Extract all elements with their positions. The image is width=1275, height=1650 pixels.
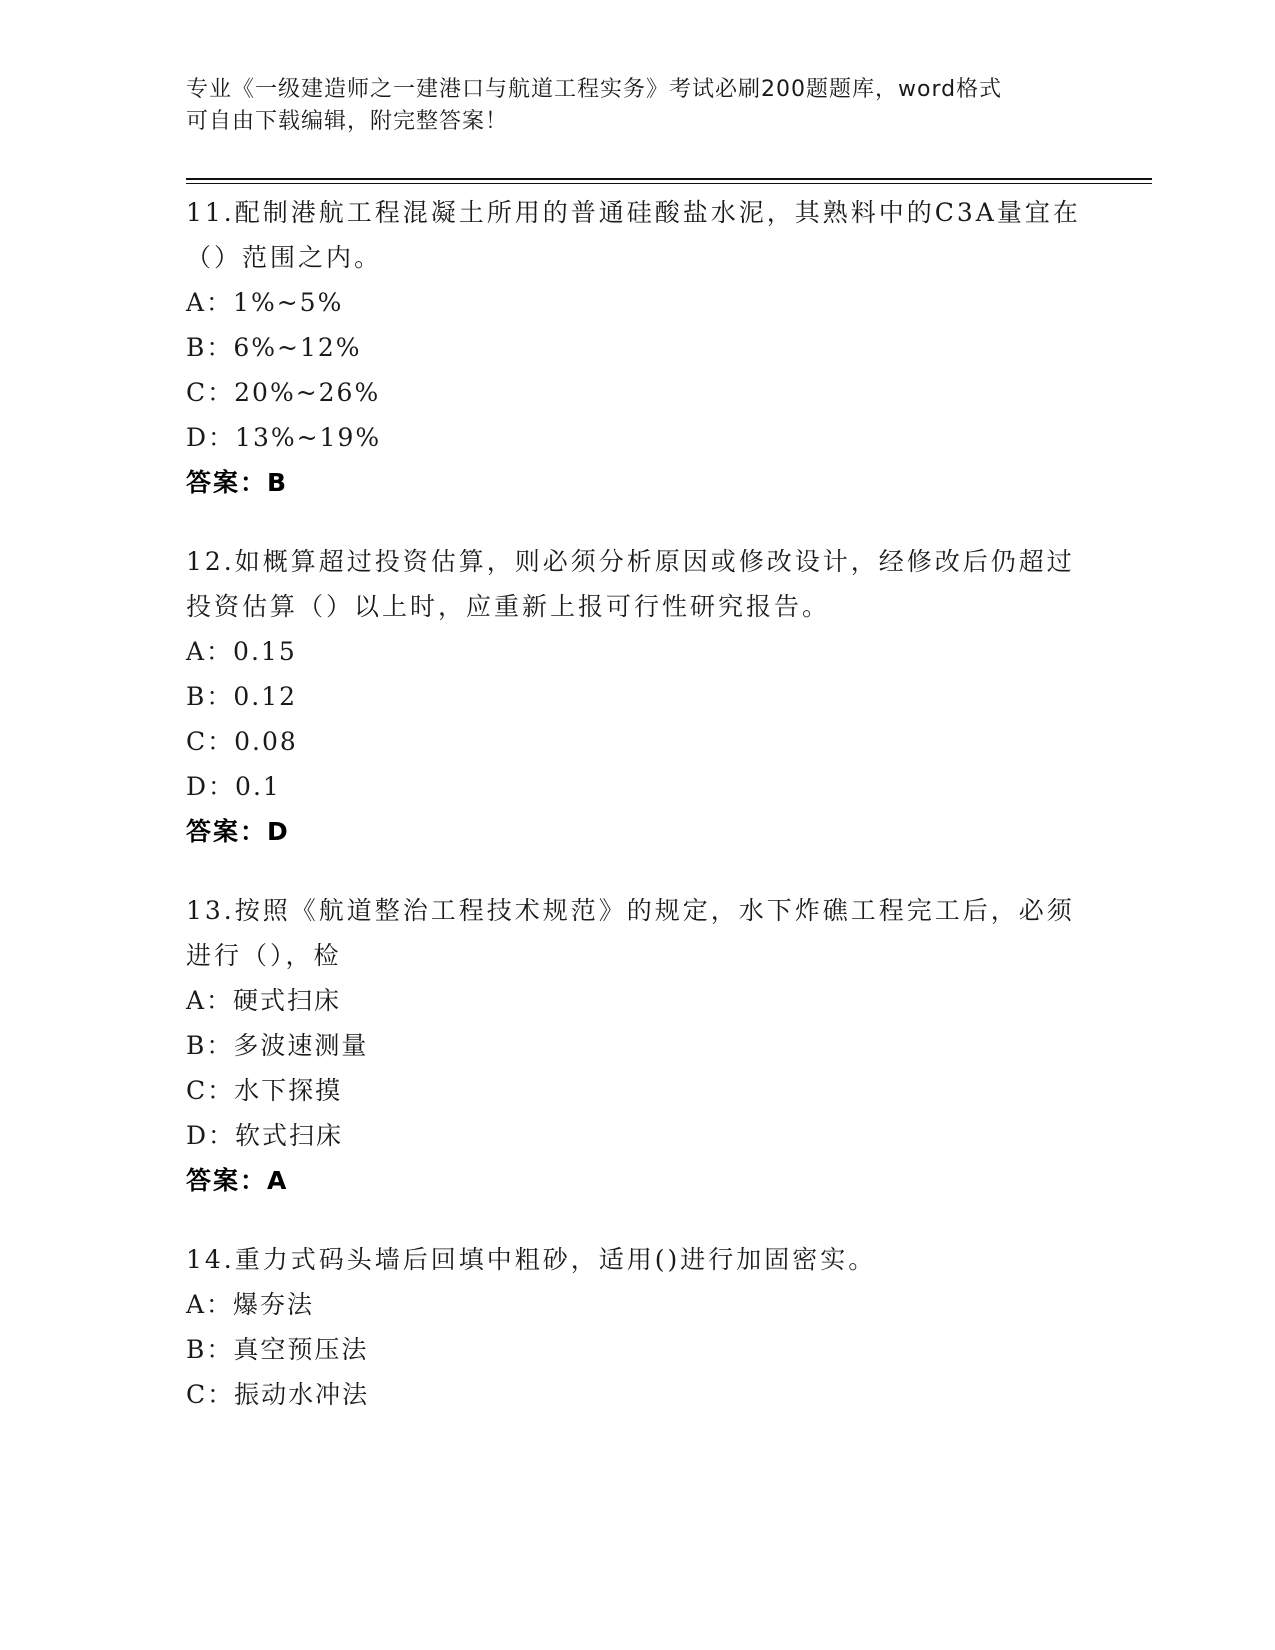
option-d: D：13%~19% bbox=[186, 423, 382, 452]
option-d: D：0.1 bbox=[186, 772, 281, 801]
question-14 bbox=[186, 1237, 1086, 1417]
document-header bbox=[186, 74, 1066, 138]
header-divider-thin bbox=[186, 183, 1152, 184]
question-text: 14.重力式码头墙后回填中粗砂，适用()进行加固密实。 bbox=[186, 1245, 877, 1274]
question-11 bbox=[186, 190, 1086, 505]
option-a: A：0.15 bbox=[186, 637, 297, 666]
answer: 答案：B bbox=[186, 468, 289, 497]
question-list bbox=[186, 190, 1086, 1451]
option-d: D：软式扫床 bbox=[186, 1121, 344, 1150]
option-a: A：爆夯法 bbox=[186, 1290, 315, 1319]
option-b: B：6%~12% bbox=[186, 333, 362, 362]
question-13 bbox=[186, 888, 1086, 1203]
option-a: A：硬式扫床 bbox=[186, 986, 342, 1015]
option-b: B：多波速测量 bbox=[186, 1031, 369, 1060]
header-line-1: 专业《一级建造师之一建港口与航道工程实务》考试必刷200题题库，word格式 bbox=[186, 77, 1003, 102]
question-text: 13.按照《航道整治工程技术规范》的规定，水下炸礁工程完工后，必须进行（），检 bbox=[186, 896, 1075, 970]
question-text: 11.配制港航工程混凝土所用的普通硅酸盐水泥，其熟料中的C3A量宜在（）范围之内。 bbox=[186, 198, 1081, 272]
option-b: B：0.12 bbox=[186, 682, 298, 711]
question-12 bbox=[186, 539, 1086, 854]
option-c: C：0.08 bbox=[186, 727, 298, 756]
option-c: C：20%~26% bbox=[186, 378, 381, 407]
option-c: C：振动水冲法 bbox=[186, 1380, 370, 1409]
header-divider-thick bbox=[186, 178, 1152, 180]
answer: 答案：A bbox=[186, 1166, 289, 1195]
question-text: 12.如概算超过投资估算，则必须分析原因或修改设计，经修改后仍超过投资估算（）以上时，应重新上报可行性研究报告。 bbox=[186, 547, 1075, 621]
option-c: C：水下探摸 bbox=[186, 1076, 343, 1105]
header-line-2: 可自由下载编辑，附完整答案！ bbox=[186, 109, 509, 134]
option-b: B：真空预压法 bbox=[186, 1335, 369, 1364]
option-a: A：1%~5% bbox=[186, 288, 344, 317]
answer: 答案：D bbox=[186, 817, 290, 846]
